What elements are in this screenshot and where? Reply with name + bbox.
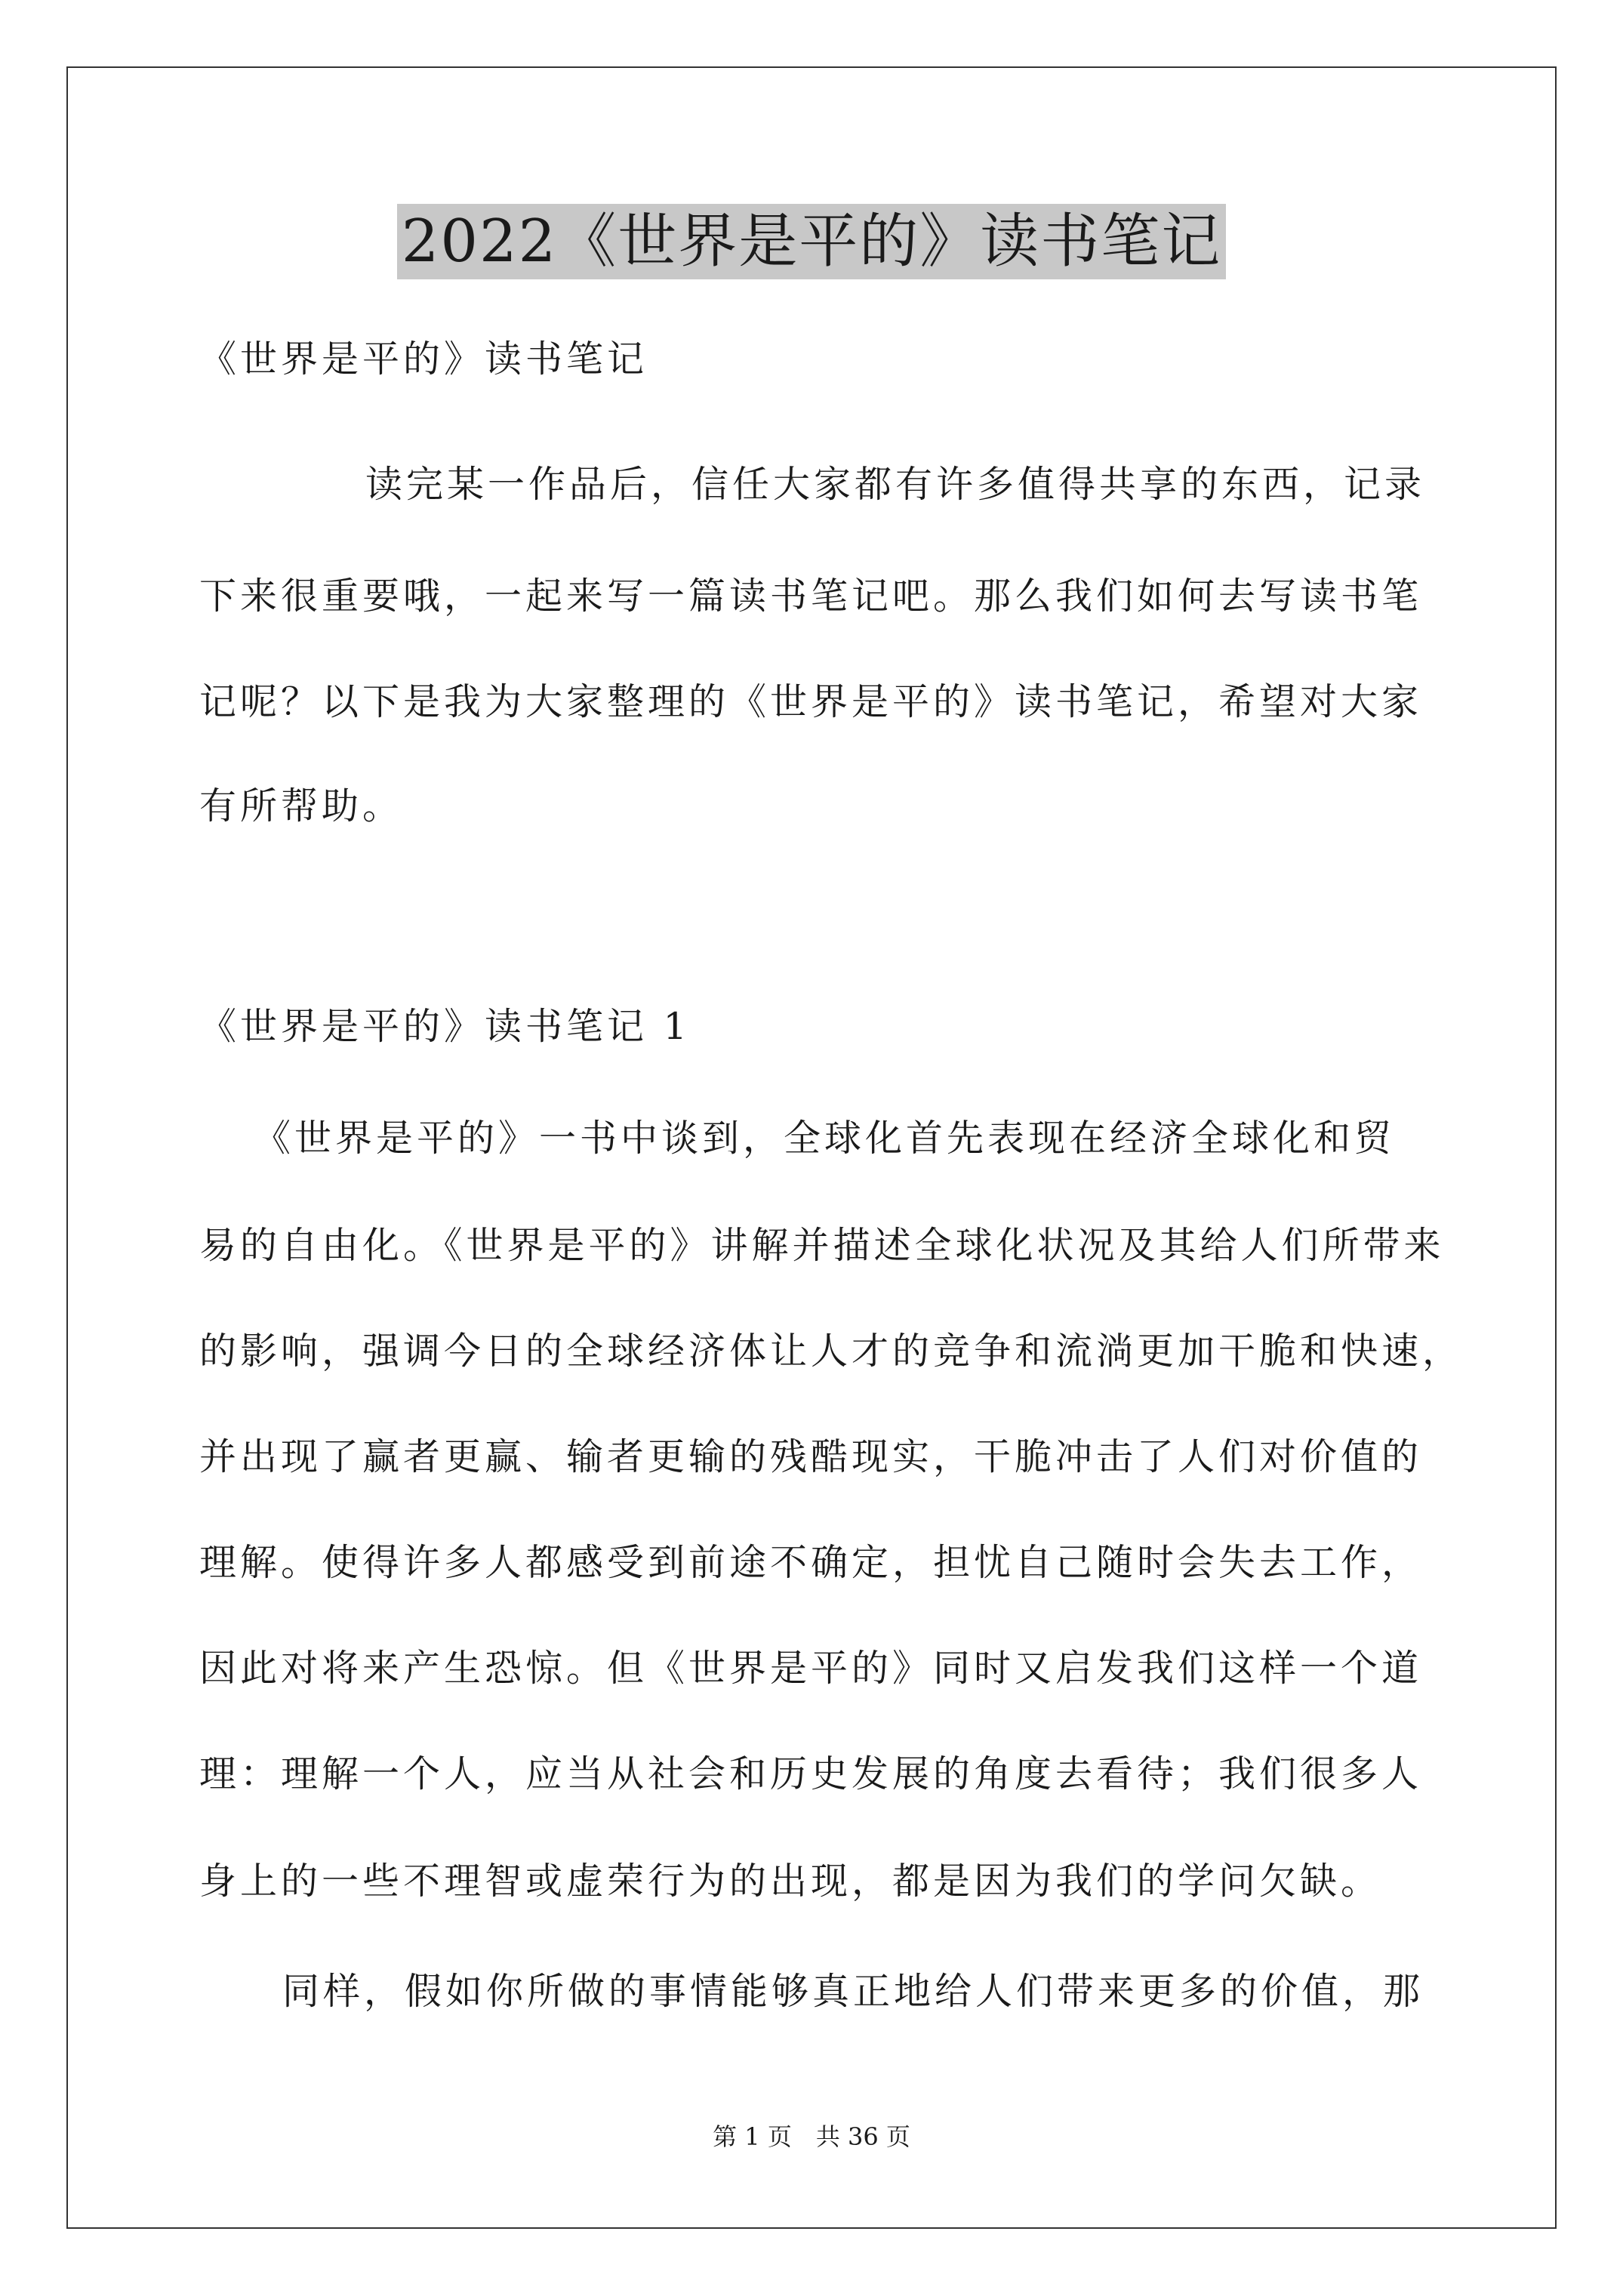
paragraph-line: 《世界是平的》一书中谈到，全球化首先表现在经济全球化和贸	[254, 1117, 1396, 1160]
document-title: 2022《世界是平的》读书笔记	[397, 204, 1227, 279]
page-number-footer: 第 1 页 共 36 页	[713, 2122, 910, 2151]
paragraph-line: 并出现了赢者更赢、输者更输的残酷现实，干脆冲击了人们对价值的	[199, 1435, 1423, 1478]
paragraph-line: 读完某一作品后，信任大家都有许多值得共享的东西，记录	[365, 463, 1426, 506]
paragraph-line: 易的自由化。《世界是平的》讲解并描述全球化状况及其给人们所带来	[199, 1224, 1445, 1267]
paragraph-line: 理解。使得许多人都感受到前途不确定，担忧自己随时会失去工作，	[199, 1541, 1423, 1584]
paragraph-line: 记呢？以下是我为大家整理的《世界是平的》读书笔记，希望对大家	[199, 680, 1423, 723]
paragraph-line: 因此对将来产生恐惊。但《世界是平的》同时又启发我们这样一个道	[199, 1647, 1423, 1690]
paragraph-line: 下来很重要哦，一起来写一篇读书笔记吧。那么我们如何去写读书笔	[199, 575, 1423, 618]
paragraph-line: 身上的一些不理智或虚荣行为的出现，都是因为我们的学问欠缺。	[199, 1860, 1382, 1903]
section-heading: 《世界是平的》读书笔记 1	[199, 1005, 691, 1048]
paragraph-line: 理：理解一个人，应当从社会和历史发展的角度去看待；我们很多人	[199, 1752, 1423, 1795]
paragraph-line: 同样，假如你所做的事情能够真正地给人们带来更多的价值，那	[282, 1970, 1424, 2013]
paragraph-line: 有所帮助。	[199, 784, 404, 827]
paragraph-line: 的影响，强调今日的全球经济体让人才的竞争和流淌更加干脆和快速，	[199, 1330, 1464, 1373]
title-container	[0, 204, 1623, 279]
subtitle-line: 《世界是平的》读书笔记	[199, 337, 648, 381]
